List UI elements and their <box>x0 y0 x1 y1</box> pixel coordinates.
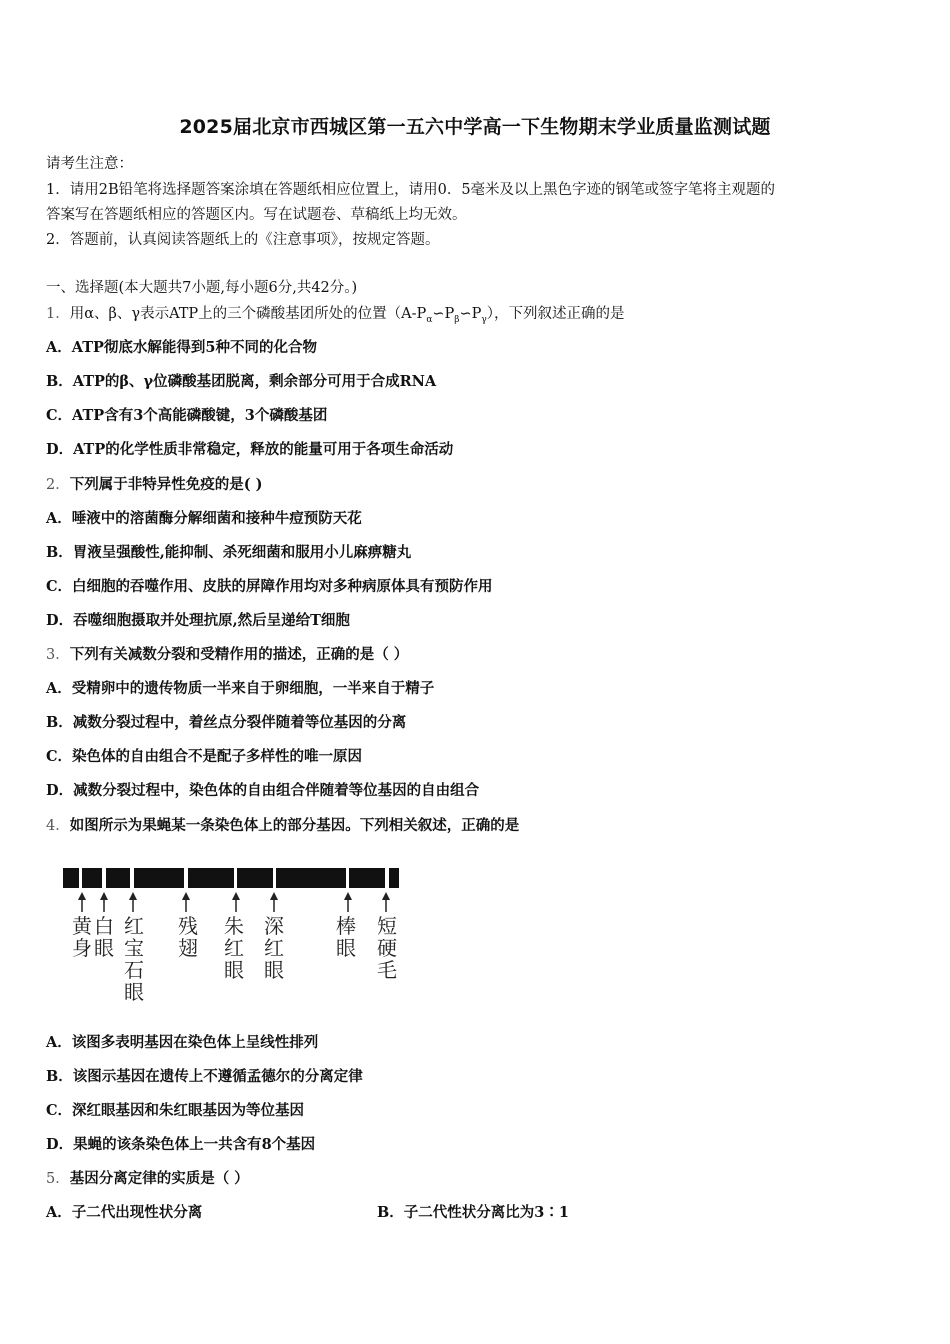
question-1-option-b: B．ATP的β、γ位磷酸基团脱离，剩余部分可用于合成RNA <box>46 373 437 390</box>
question-4-stem: 4．如图所示为果蝇某一条染色体上的部分基因。下列相关叙述，正确的是 <box>46 817 520 834</box>
gene-label-char: 眼 <box>264 958 284 982</box>
question-1-option-d: D．ATP的化学性质非常稳定，释放的能量可用于各项生命活动 <box>46 441 454 458</box>
question-1-option-c: C．ATP含有3个高能磷酸键，3个磷酸基团 <box>46 407 328 424</box>
gene-label-char: 红 <box>264 936 284 960</box>
notice-heading: 请考生注意： <box>46 156 133 172</box>
question-3-option-d: D．减数分裂过程中，染色体的自由组合伴随着等位基因的自由组合 <box>46 782 480 799</box>
notice-line-1: 1．请用2B铅笔将选择题答案涂填在答题纸相应位置上，请用0．5毫米及以上黑色字迹的钢笔或签字笔将主观题的 <box>46 182 776 198</box>
question-2-option-c: C．白细胞的吞噬作用、皮肤的屏障作用均对多种病原体具有预防作用 <box>46 578 493 595</box>
gene-label-char: 身 <box>72 936 92 960</box>
question-4-option-c: C．深红眼基因和朱红眼基因为等位基因 <box>46 1102 305 1119</box>
question-4-option-b: B．该图示基因在遗传上不遵循孟德尔的分离定律 <box>46 1068 363 1085</box>
gene-label-char: 眼 <box>224 958 244 982</box>
chromosome-segment <box>188 868 234 888</box>
notice-line-2: 答案写在答题纸相应的答题区内。写在试题卷、草稿纸上均无效。 <box>46 207 467 223</box>
gene-arrow-head <box>232 892 240 900</box>
gene-label-char: 眼 <box>124 980 144 1004</box>
gene-label-char: 朱 <box>224 914 244 938</box>
chromosome-segment <box>82 868 102 888</box>
question-2-option-a: A．唾液中的溶菌酶分解细菌和接种牛痘预防天花 <box>46 510 362 527</box>
gene-label-char: 棒 <box>336 914 356 938</box>
gene-label-char: 石 <box>124 958 144 982</box>
question-5-option-a: A．子二代出现性状分离 <box>46 1204 203 1221</box>
question-2-stem: 2．下列属于非特异性免疫的是( ) <box>46 476 263 493</box>
question-3-option-c: C．染色体的自由组合不是配子多样性的唯一原因 <box>46 748 363 765</box>
question-5-option-b: B．子二代性状分离比为3∶1 <box>377 1204 569 1221</box>
gene-arrow-head <box>344 892 352 900</box>
question-3-stem: 3．下列有关减数分裂和受精作用的描述，正确的是（ ） <box>46 646 409 663</box>
gene-arrow-head <box>182 892 190 900</box>
gene-label-char: 红 <box>224 936 244 960</box>
question-4-option-a: A．该图多表明基因在染色体上呈线性排列 <box>46 1034 319 1051</box>
chromosome-segment <box>237 868 273 888</box>
gene-arrow-head <box>270 892 278 900</box>
section-heading: 一、选择题(本大题共7小题,每小题6分,共42分。) <box>46 280 358 296</box>
chromosome-diagram <box>60 860 410 1010</box>
question-1-option-a: A．ATP彻底水解能得到5种不同的化合物 <box>46 339 317 356</box>
chromosome-segment <box>106 868 130 888</box>
gene-label-char: 深 <box>264 914 284 938</box>
chromosome-segment <box>389 868 399 888</box>
question-3-option-b: B．减数分裂过程中，着丝点分裂伴随着等位基因的分离 <box>46 714 407 731</box>
gene-label-char: 红 <box>124 914 144 938</box>
gene-label-char: 黄 <box>72 914 92 938</box>
gene-label-char: 毛 <box>377 958 397 982</box>
gene-label-char: 白 <box>94 914 114 938</box>
gene-label-char: 短 <box>377 914 397 938</box>
gene-label-char: 眼 <box>336 936 356 960</box>
gene-label-char: 残 <box>178 914 198 938</box>
gene-label-char: 翅 <box>178 936 198 960</box>
gene-arrow-head <box>382 892 390 900</box>
gene-arrow-head <box>78 892 86 900</box>
notice-line-3: 2．答题前，认真阅读答题纸上的《注意事项》，按规定答题。 <box>46 232 440 248</box>
chromosome-svg <box>60 860 410 1010</box>
gene-label-char: 硬 <box>377 936 397 960</box>
chromosome-segment <box>349 868 385 888</box>
gene-label-char: 眼 <box>94 936 114 960</box>
gene-arrow-head <box>129 892 137 900</box>
question-2-option-d: D．吞噬细胞摄取并处理抗原,然后呈递给T细胞 <box>46 612 350 629</box>
question-number: 1． <box>46 306 70 322</box>
page-title: 2025届北京市西城区第一五六中学高一下生物期末学业质量监测试题 <box>179 116 771 138</box>
gene-label-char: 宝 <box>124 936 144 960</box>
question-5-stem: 5．基因分离定律的实质是（ ） <box>46 1170 249 1187</box>
chromosome-segment <box>63 868 79 888</box>
question-1-stem: 1．用α、β、γ表示ATP上的三个磷酸基团所处的位置$(A-P_\alpha∽P_\beta∽P_\gamma)$，下列叙述正确的是 <box>46 306 625 325</box>
chromosome-segment <box>276 868 346 888</box>
gene-arrow-head <box>100 892 108 900</box>
question-3-option-a: A．受精卵中的遗传物质一半来自于卵细胞，一半来自于精子 <box>46 680 435 697</box>
chromosome-segment <box>134 868 184 888</box>
question-2-option-b: B．胃液呈强酸性,能抑制、杀死细菌和服用小儿麻痹糖丸 <box>46 544 412 561</box>
question-4-option-d: D．果蝇的该条染色体上一共含有8个基因 <box>46 1136 316 1153</box>
